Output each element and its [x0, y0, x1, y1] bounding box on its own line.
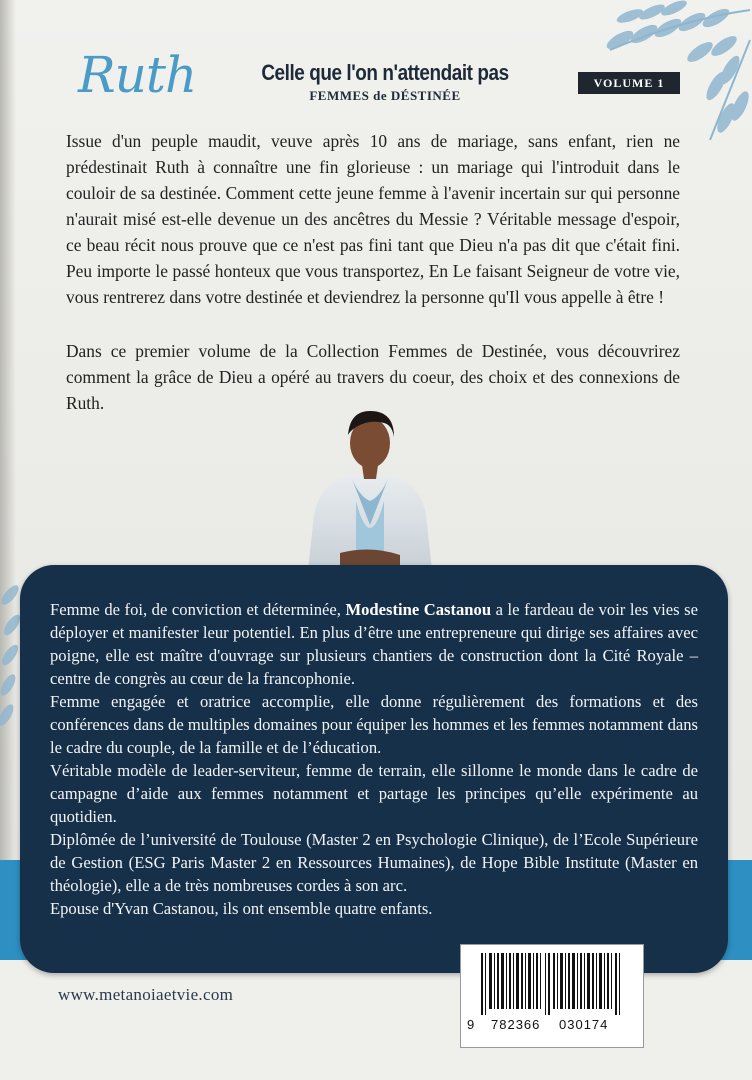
bio-paragraph-3: Véritable modèle de leader-serviteur, femme de terrain, elle sillonne le monde dans le cadre de campagne d’aide aux femmes notamment et partage les principes qu’elle expérimente au quotidien. [50, 761, 698, 826]
blurb-paragraph-1: Issue d'un peuple maudit, veuve après 10 ans de mariage, sans enfant, rien ne prédestinait Ruth à connaître une fin glorieuse : un mariage qui l'introduit dans le couloir de sa destinée. Comment cette jeune femme à l'avenir incertain sur qui personne n'aurait misé est-elle devenue un des ancêtres du Messie ? Véritable message d'espoir, ce beau récit nous prouve que ce n'est pas fini tant que Dieu n'a pas dit que c'était fini. Peu importe le passé honteux que vous transportez, En Le faisant Seigneur de votre vie, vous rentrerez dans votre destinée et deviendrez la personne qu'Il vous appelle à être ! [66, 131, 680, 307]
author-bio [50, 598, 698, 920]
wheat-icon [590, 0, 752, 140]
barcode-icon [461, 945, 643, 1017]
bio-paragraph-2: Femme engagée et oratrice accomplie, elle donne régulièrement des formations et des conférences dans de multiples domaines pour équiper les hommes et les femmes notamment dans le cadre du couple, de la famille et de l’éducation. [50, 692, 698, 757]
blurb-paragraph-2: Dans ce premier volume de la Collection Femmes de Destinée, vous découvrirez comment la grâce de Dieu a opéré au travers du coeur, des choix et des connexions de Ruth. [66, 341, 680, 413]
author-photo [300, 405, 440, 570]
book-subtitle-block [230, 60, 540, 104]
isbn-barcode [460, 944, 644, 1048]
bio-paragraph-1: Femme de foi, de conviction et déterminée, Modestine Castanou a le fardeau de voir les vies se déployer et manifester leur potentiel. En plus d’être une entrepreneure qui dirige ses affaires avec poigne, elle est maître d'ouvrage sur plusieurs chantiers de construction dont la Cité Royale – centre de congrès au cœur de la francophonie. [50, 600, 698, 688]
series-name: FEMMES de DÉSTINÉE [309, 88, 461, 103]
book-logo-ruth: Ruth [78, 46, 197, 104]
book-subtitle: Celle que l'on n'attendait pas [261, 60, 509, 85]
isbn-right-group: 030174 [559, 1017, 609, 1032]
bio-paragraph-5: Epouse d'Yvan Castanou, ils ont ensemble quatre enfants. [50, 899, 433, 918]
author-name: Modestine Castanou [345, 600, 492, 619]
isbn-left-group: 782366 [491, 1017, 541, 1032]
isbn-first-digit: 9 [467, 1017, 476, 1032]
publisher-website: www.metanoiaetvie.com [58, 985, 234, 1004]
bio-paragraph-4: Diplômée de l’université de Toulouse (Master 2 en Psychologie Clinique), de l’Ecole Supérieure de Gestion (ESG Paris Master 2 en Ressources Humaines), de Hope Bible Institute (Master en théologie), elle a de très nombreuses cordes à son arc. [50, 830, 698, 895]
volume-badge: VOLUME 1 [578, 72, 680, 94]
